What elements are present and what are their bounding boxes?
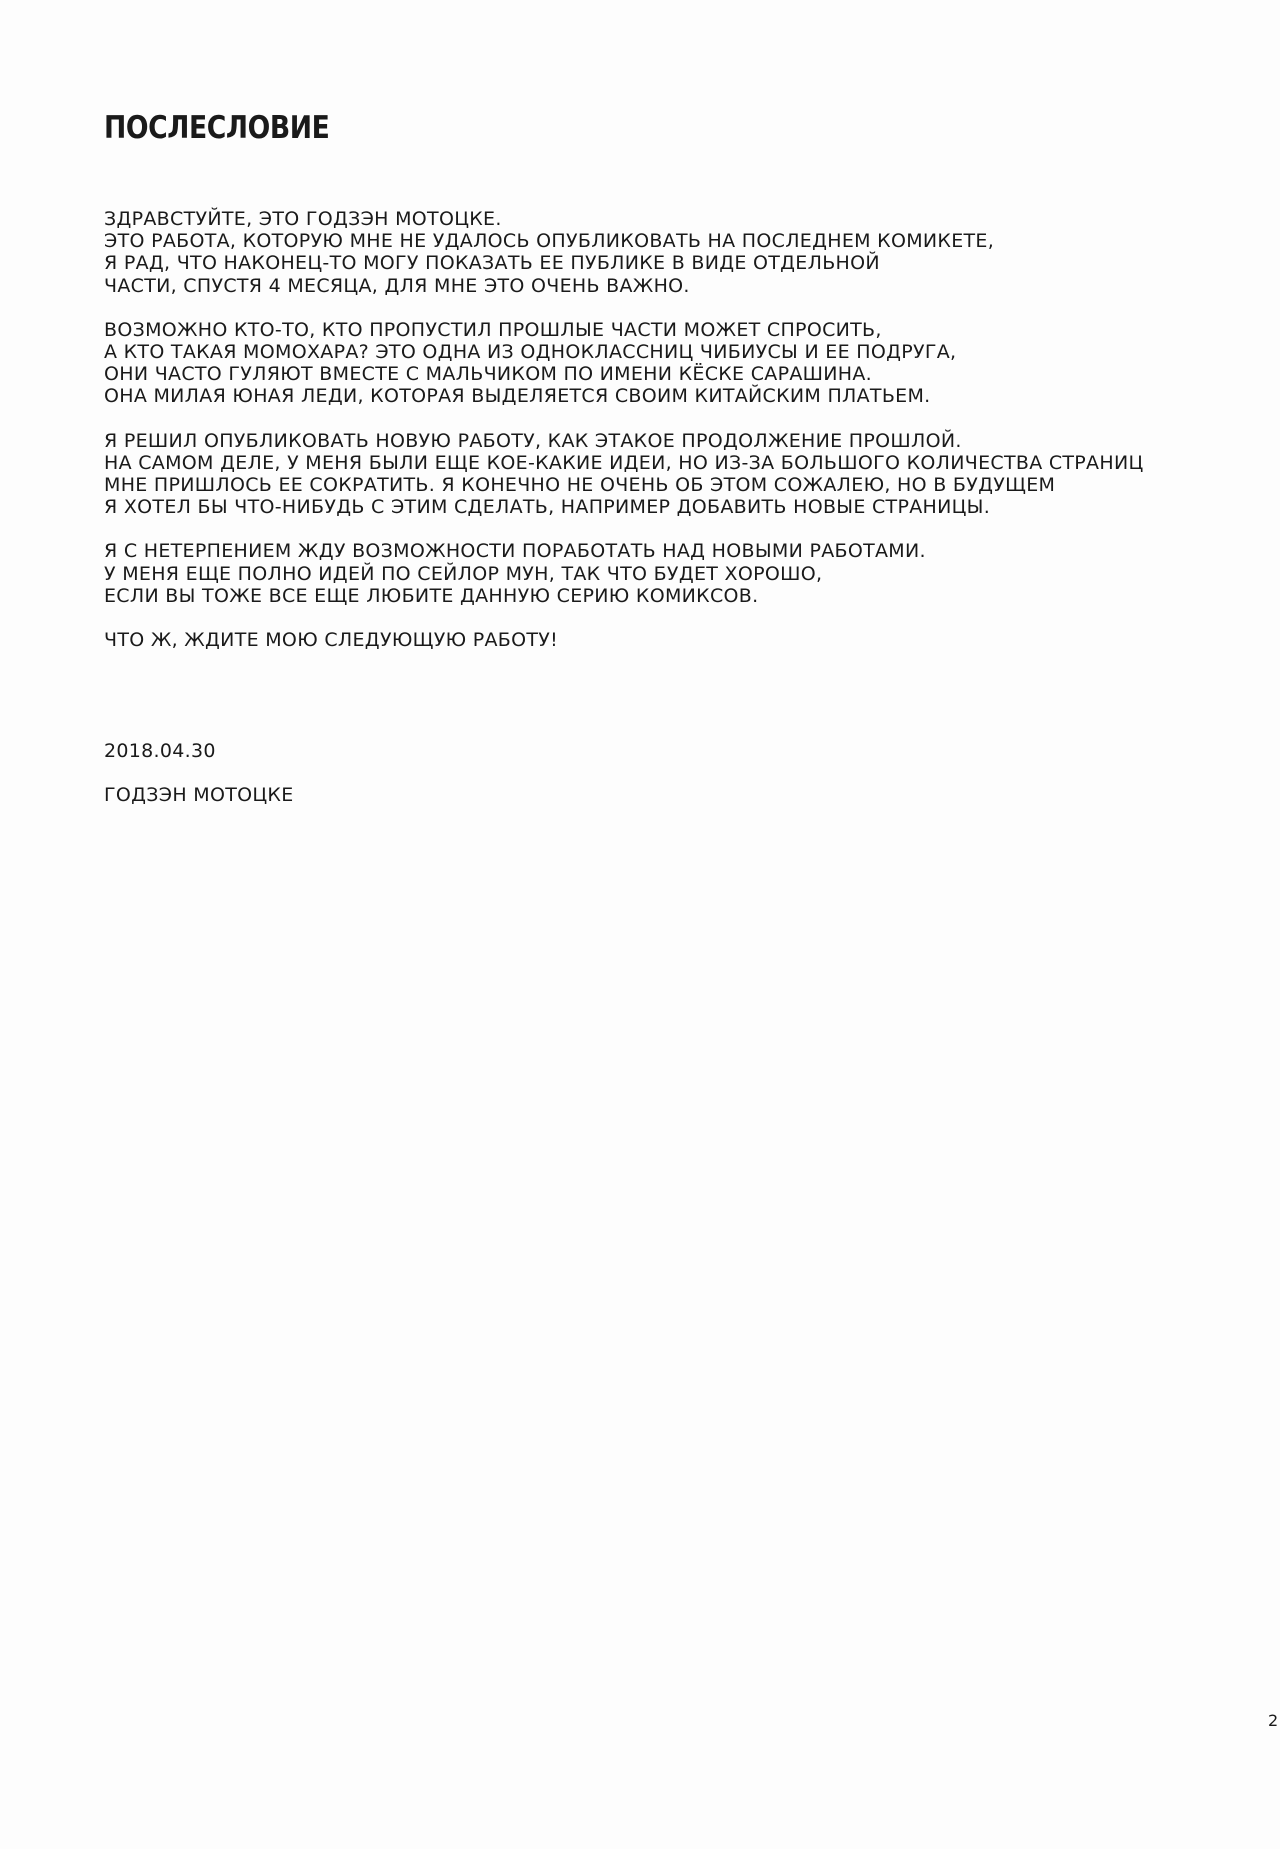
text-line: Я ХОТЕЛ БЫ ЧТО-НИБУДЬ С ЭТИМ СДЕЛАТЬ, НАПРИМЕР ДОБАВИТЬ НОВЫЕ СТРАНИЦЫ. (104, 496, 991, 519)
paragraph-closing (104, 629, 1244, 651)
afterword-body (104, 208, 1244, 673)
text-line: МНЕ ПРИШЛОСЬ ЕЕ СОКРАТИТЬ. Я КОНЕЧНО НЕ ОЧЕНЬ ОБ ЭТОМ СОЖАЛЕЮ, НО В БУДУЩЕМ (104, 474, 1056, 497)
text-line: Я С НЕТЕРПЕНИЕМ ЖДУ ВОЗМОЖНОСТИ ПОРАБОТАТЬ НАД НОВЫМИ РАБОТАМИ. (104, 540, 926, 563)
text-line: ОНИ ЧАСТО ГУЛЯЮТ ВМЕСТЕ С МАЛЬЧИКОМ ПО ИМЕНИ КЁСКЕ САРАШИНА. (104, 363, 872, 386)
text-line: У МЕНЯ ЕЩЕ ПОЛНО ИДЕЙ ПО СЕЙЛОР МУН, ТАК ЧТО БУДЕТ ХОРОШО, (104, 562, 823, 585)
paragraph-character (104, 319, 1244, 408)
signature-date: 2018.04.30 (104, 740, 216, 762)
paragraph-future (104, 540, 1244, 607)
text-line: ЕСЛИ ВЫ ТОЖЕ ВСЕ ЕЩЕ ЛЮБИТЕ ДАННУЮ СЕРИЮ КОМИКСОВ. (104, 584, 759, 607)
paragraph-sequel (104, 430, 1244, 519)
text-line: ОНА МИЛАЯ ЮНАЯ ЛЕДИ, КОТОРАЯ ВЫДЕЛЯЕТСЯ СВОИМ КИТАЙСКИМ ПЛАТЬЕМ. (104, 385, 931, 408)
text-line: А КТО ТАКАЯ МОМОХАРА? ЭТО ОДНА ИЗ ОДНОКЛАССНИЦ ЧИБИУСЫ И ЕЕ ПОДРУГА, (104, 341, 957, 364)
page-number: 2 (1268, 1711, 1279, 1730)
text-line: Я РЕШИЛ ОПУБЛИКОВАТЬ НОВУЮ РАБОТУ, КАК ЭТАКОЕ ПРОДОЛЖЕНИЕ ПРОШЛОЙ. (104, 429, 962, 452)
text-line: Я РАД, ЧТО НАКОНЕЦ-ТО МОГУ ПОКАЗАТЬ ЕЕ ПУБЛИКЕ В ВИДЕ ОТДЕЛЬНОЙ (104, 252, 880, 275)
text-line: ЭТО РАБОТА, КОТОРУЮ МНЕ НЕ УДАЛОСЬ ОПУБЛИКОВАТЬ НА ПОСЛЕДНЕМ КОМИКЕТЕ, (104, 230, 995, 253)
text-line: ЧАСТИ, СПУСТЯ 4 МЕСЯЦА, ДЛЯ МНЕ ЭТО ОЧЕНЬ ВАЖНО. (104, 274, 690, 297)
paragraph-greeting (104, 208, 1244, 297)
text-line: НА САМОМ ДЕЛЕ, У МЕНЯ БЫЛИ ЕЩЕ КОЕ-КАКИЕ ИДЕИ, НО ИЗ-ЗА БОЛЬШОГО КОЛИЧЕСТВА СТРАНИЦ (104, 451, 1144, 474)
text-line: ВОЗМОЖНО КТО-ТО, КТО ПРОПУСТИЛ ПРОШЛЫЕ ЧАСТИ МОЖЕТ СПРОСИТЬ, (104, 318, 882, 341)
signature-author: ГОДЗЭН МОТОЦКЕ (104, 784, 294, 806)
text-line: ЗДРАВСТУЙТЕ, ЭТО ГОДЗЭН МОТОЦКЕ. (104, 208, 502, 230)
page-title: ПОСЛЕСЛОВИЕ (104, 110, 330, 146)
text-line: ЧТО Ж, ЖДИТЕ МОЮ СЛЕДУЮЩУЮ РАБОТУ! (104, 629, 559, 652)
